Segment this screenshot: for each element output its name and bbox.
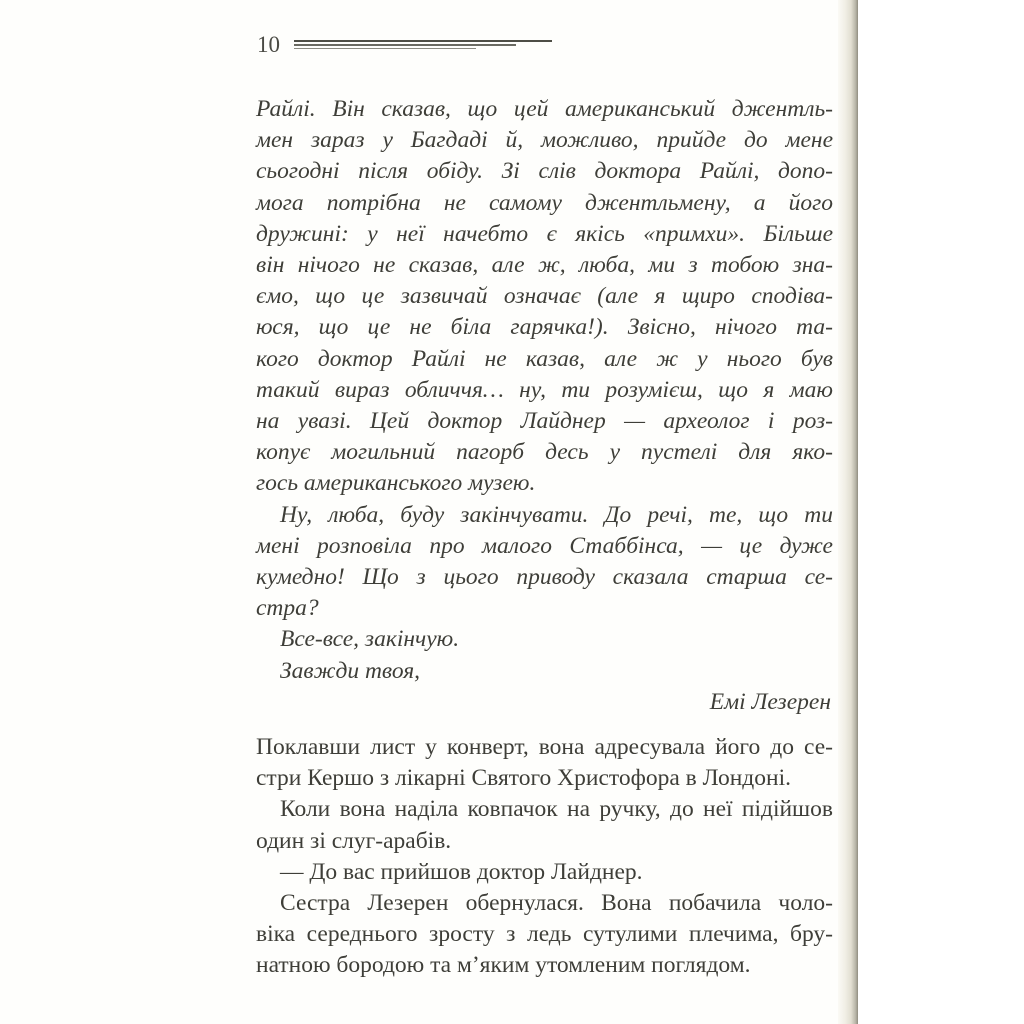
text-line: стри Кершо з лікарні Святого Христофора в Лондоні. — [256, 765, 791, 792]
letter-signature: Емі Лезерен — [709, 688, 831, 715]
text-line: Поклавши лист у конверт, вона адресувала його до се- — [256, 734, 833, 760]
text-line: мога потрібна не самому джентльмену, а його — [256, 189, 833, 216]
text-line: він нічого не сказав, але ж, люба, ми з тобою зна- — [256, 252, 833, 279]
text-line: гось американського музею. — [256, 470, 536, 497]
text-line: Сестра Лезерен обернулася. Вона побачила чоло- — [280, 890, 833, 917]
text-line: юся, що це не біла гарячка!). Звісно, нічого та- — [256, 314, 833, 341]
text-line: ємо, що це зазвичай означає (але я щиро сподіва- — [256, 283, 833, 310]
running-header — [257, 28, 557, 58]
letter-text — [256, 94, 833, 718]
text-line: Коли вона наділа ковпачок на ручку, до неї підійшов — [280, 796, 833, 823]
text-line: Завжди твоя, — [280, 657, 421, 684]
text-line: Ну, люба, буду закінчувати. До речі, те, що ти — [280, 501, 833, 528]
text-line: дружині: у неї начебто є якісь «примхи». Більше — [256, 220, 833, 247]
text-line: такий вираз обличчя… ну, ти розумієш, що я маю — [256, 376, 833, 403]
text-line: стра? — [256, 595, 319, 622]
page-spine-shadow — [838, 0, 858, 1024]
text-line: мен зараз у Багдаді й, можливо, прийде до мене — [256, 127, 833, 154]
page-number: 10 — [257, 32, 280, 57]
header-rule — [294, 40, 552, 42]
narrative-text — [256, 732, 833, 982]
text-line: натною бородою та м’яким утомленим поглядом. — [256, 952, 751, 979]
text-line: сьогодні після обіду. Зі слів доктора Райлі, допо- — [256, 158, 833, 185]
text-line: один зі слуг-арабів. — [256, 827, 452, 854]
header-rule — [294, 48, 476, 49]
text-line: Все-все, закінчую. — [280, 626, 460, 653]
text-line: копує могильний пагорб десь у пустелі для яко- — [256, 439, 833, 466]
text-line: на увазі. Цей доктор Лайднер — археолог і роз- — [256, 408, 833, 435]
header-rule — [294, 44, 516, 46]
text-line: віка середнього зросту з ледь сутулими плечима, бру- — [256, 921, 833, 948]
text-line: мені розповіла про малого Стаббінса, — це дуже — [256, 532, 833, 559]
text-line: кого доктор Райлі не казав, але ж у нього був — [256, 345, 833, 372]
text-line: Райлі. Він сказав, що цей американський джентль- — [256, 96, 833, 122]
text-line: кумедно! Що з цього приводу сказала старша се- — [256, 564, 833, 591]
dialogue-line: — До вас прийшов доктор Лайднер. — [280, 858, 643, 885]
